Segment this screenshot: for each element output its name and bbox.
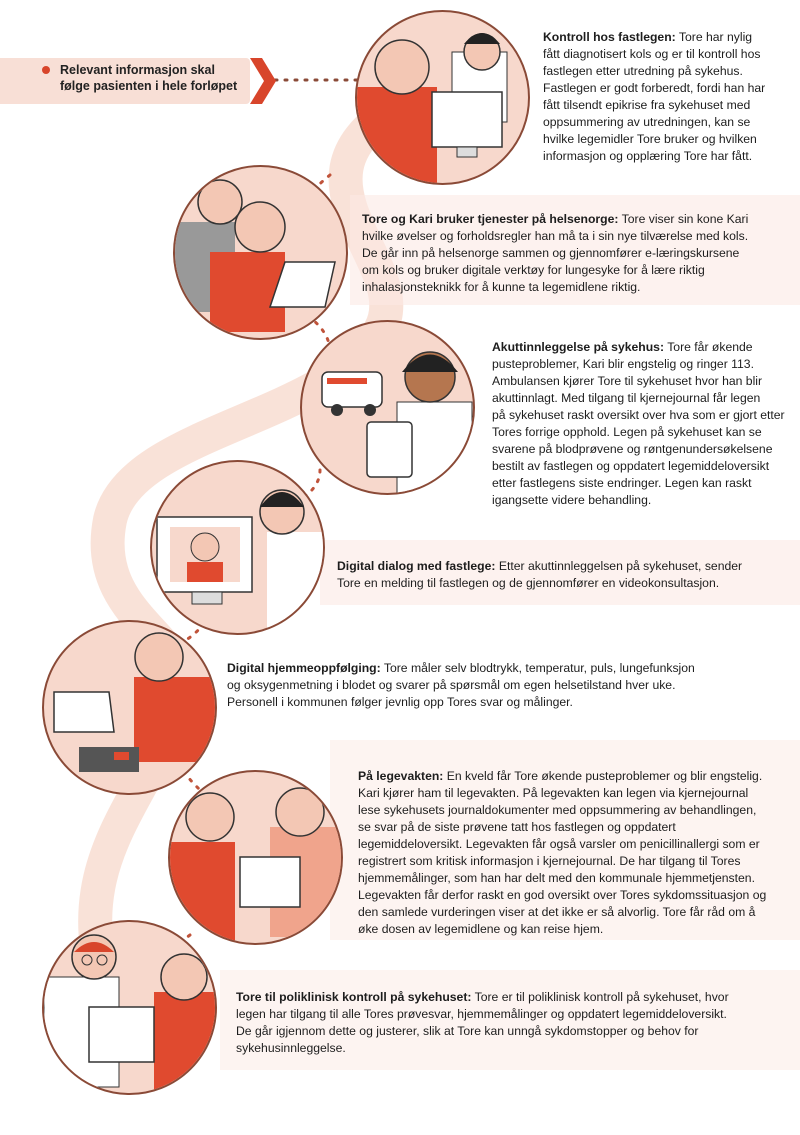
home-monitoring-illustration bbox=[42, 620, 217, 795]
step-line: Tore en melding til fastlegen og de gjennomfører en videokonsultasjon. bbox=[337, 576, 720, 590]
bullet-icon bbox=[42, 66, 50, 74]
step-line: Tores forrige opphold. Legen på sykehuset kan se bbox=[492, 425, 762, 439]
info-banner bbox=[0, 58, 250, 104]
step-title: Kontroll hos fastlegen: bbox=[543, 30, 676, 44]
couple-laptop-illustration bbox=[173, 165, 348, 340]
step-line: akuttinnlagt. Med tilgang til kjernejournal får legen bbox=[492, 391, 761, 405]
step-line: og oksygenmetning i blodet og svarer på spørsmål om egen helsetilstand hver uke. bbox=[227, 678, 676, 692]
step-line: bestilt av fastlegen og oppdatert legemiddeloversikt bbox=[492, 459, 770, 473]
doctor-consult-illustration bbox=[355, 10, 530, 185]
step-title: På legevakten: bbox=[358, 769, 444, 783]
step-line: Tore får økende bbox=[667, 340, 753, 354]
video-call-illustration bbox=[150, 460, 325, 635]
step-line: den samlede vurderingen viser at det ikke er så alvorlig. Tore får råd om å bbox=[358, 905, 756, 919]
step-line: om kols og bruker digitale verktøy for lungesyke for å lære riktig bbox=[362, 263, 705, 277]
step-line: Legevakten får derfor raskt en god oversikt over Tores sykdomssituasjon og bbox=[358, 888, 767, 902]
step-line: registrert som kritisk informasjon i kjernejournal. De har tilgang til Tores bbox=[358, 854, 741, 868]
hospital-outpatient-illustration bbox=[42, 920, 217, 1095]
step-akuttinnleggelse bbox=[492, 339, 792, 509]
emergency-room-illustration bbox=[168, 770, 343, 945]
step-hjemmeoppfolging bbox=[227, 660, 797, 711]
step-line: Ambulansen kjører Tore til sykehuset hvor han blir bbox=[492, 374, 763, 388]
step-digital-dialog bbox=[337, 558, 797, 592]
step-line: legemiddeloversikt. Legevakten får også varsler om penicillinallergi som er bbox=[358, 837, 760, 851]
step-line: De går inn på helsenorge sammen og gjennomfører e-læringskursene bbox=[362, 246, 740, 260]
banner-line-1: Relevant informasjon skal bbox=[60, 63, 215, 77]
step-line: fått diagnotisert kols og er til kontroll hos bbox=[543, 47, 761, 61]
step-line: inhalasjonsteknikk for å kunne ta legemidlene riktig. bbox=[362, 280, 641, 294]
step-line: sykehusinnleggelse. bbox=[236, 1041, 346, 1055]
step-title: Tore til poliklinisk kontroll på sykehuset: bbox=[236, 990, 472, 1004]
step-line: øke dosen av legemidlene og kan reise hjem. bbox=[358, 922, 604, 936]
step-line: Tore viser sin kone Kari bbox=[621, 212, 749, 226]
step-line: på sykehuset raskt oversikt over hva som er gjort etter bbox=[492, 408, 785, 422]
step-line: oppsummering av utredningen, kan se bbox=[543, 115, 751, 129]
step-line: Tore har nylig bbox=[678, 30, 753, 44]
step-title: Digital hjemmeoppfølging: bbox=[227, 661, 381, 675]
step-helsenorge bbox=[362, 211, 792, 296]
step-line: De går igjennom dette og justerer, slik at Tore kan unngå sykdomstopper og behov for bbox=[236, 1024, 699, 1038]
step-kontroll-fastlegen bbox=[543, 29, 793, 165]
step-line: legen har tilgang til alle Tores prøvesvar, hjemmemålinger og oppdatert legemiddeloversikt. bbox=[236, 1007, 727, 1021]
step-line: hjemmemålinger, som han har delt med den kommunale hjemmetjensten. bbox=[358, 871, 755, 885]
ambulance-doctor-illustration bbox=[300, 320, 475, 495]
step-line: hvilke øvelser og forholdsregler han må ta i sin nye tilværelse med kols. bbox=[362, 229, 749, 243]
step-title: Digital dialog med fastlege: bbox=[337, 559, 496, 573]
banner-line-2: følge pasienten i hele forløpet bbox=[60, 79, 238, 93]
chevron-right-icon bbox=[250, 58, 276, 104]
step-line: pusteproblemer, Kari blir engstelig og ringer 113. bbox=[492, 357, 754, 371]
step-line: lese sykehusets journaldokumenter med oppsummering av behandlingen, bbox=[358, 803, 757, 817]
step-line: fastlegen etter utredning på sykehus. bbox=[543, 64, 743, 78]
step-title: Tore og Kari bruker tjenester på helsenorge: bbox=[362, 212, 619, 226]
step-line: Etter akuttinnleggelsen på sykehuset, sender bbox=[498, 559, 743, 573]
step-line: etter fastlegens siste endringer. Legen kan raskt bbox=[492, 476, 752, 490]
step-line: Tore måler selv blodtrykk, temperatur, puls, lungefunksjon bbox=[383, 661, 695, 675]
step-line: informasjon og opplæring Tore har fått. bbox=[543, 149, 753, 163]
step-line: se svar på de siste prøvene tatt hos fastlegen og oppdatert bbox=[358, 820, 676, 834]
step-line: En kveld får Tore økende pusteproblemer og blir engstelig. bbox=[446, 769, 763, 783]
step-line: hvilke legemidler Tore bruker og hvilken bbox=[543, 132, 757, 146]
step-line: Fastlegen er godt forberedt, fordi han har bbox=[543, 81, 766, 95]
step-line: svarene på blodprøvene og røntgenundersøkelsene bbox=[492, 442, 773, 456]
step-line: igangsette videre behandling. bbox=[492, 493, 652, 507]
step-line: Tore er til poliklinisk kontroll på sykehuset, hvor bbox=[474, 990, 729, 1004]
step-legevakten bbox=[358, 768, 798, 938]
step-line: Kari kjører ham til legevakten. På legevakten kan legen via kjernejournal bbox=[358, 786, 749, 800]
step-line: Personell i kommunen følger jevnlig opp Tores svar og målinger. bbox=[227, 695, 573, 709]
step-line: fått tilsendt epikrise fra sykehuset med bbox=[543, 98, 751, 112]
step-title: Akuttinnleggelse på sykehus: bbox=[492, 340, 665, 354]
step-poliklinisk-kontroll bbox=[236, 989, 796, 1057]
